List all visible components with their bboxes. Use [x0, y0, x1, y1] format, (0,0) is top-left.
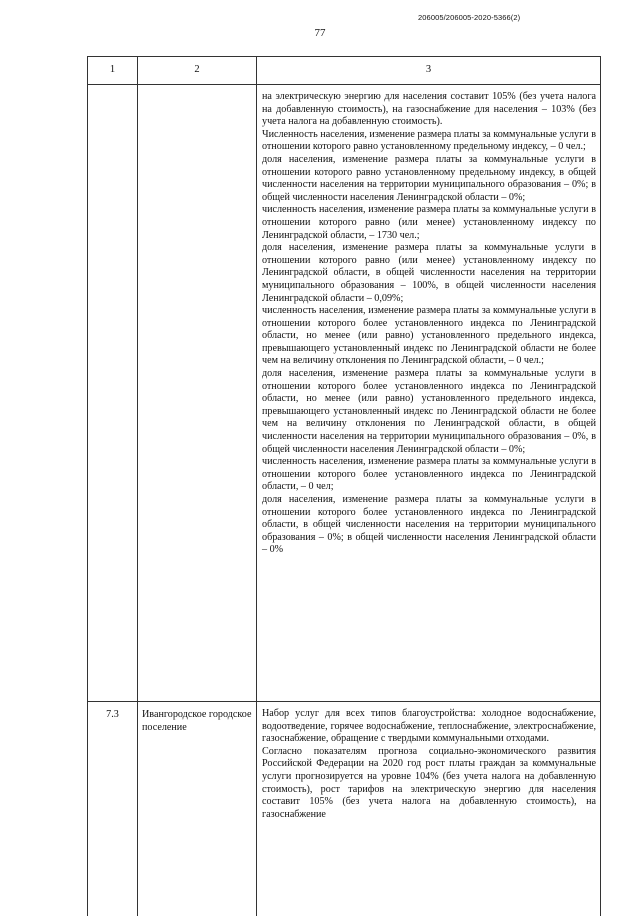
table-row [88, 85, 601, 702]
description-paragraph: численность населения, изменение размера платы за коммунальные услуги в отношении которого равно (или менее) установленному индексу по Ленинградской области, – 1730 чел.; [262, 204, 596, 241]
description-paragraph: Численность населения, изменение размера платы за коммунальные услуги в отношении которого равно установленному предельному индексу, – 0 чел.; [262, 128, 596, 153]
description-paragraph: доля населения, изменение размера платы за коммунальные услуги в отношении которого более установленного индекса по Ленинградской области, но менее (или равно) установленного предельного индекса, превышающего установленный индекс по Ленинградской области не более чем на величину отклонения по Ленинградской области, в общей численности населения на территории муниципального образования – 0%, в общей численности населения Ленинградской области – 0%; [262, 368, 596, 455]
data-table [87, 56, 601, 916]
table-header-row [88, 57, 601, 85]
column-header-3: 3 [257, 57, 601, 85]
document-code: 206005/206005-2020-5366(2) [418, 13, 521, 22]
description-paragraph: численность населения, изменение размера платы за коммунальные услуги в отношении которого более установленного индекса по Ленинградской области, но менее (или равно) установленного предельного индекса, превышающего установленный индекс по Ленинградской области не более чем на величину отклонения по Ленинградской области, – 0 чел.; [262, 305, 596, 367]
settlement-name: Ивангородское городское поселение [138, 702, 257, 916]
description-paragraph: доля населения, изменение размера платы за коммунальные услуги в отношении которого равно установленному предельному индексу, в общей численности населения на территории муниципального образования – 0%; в общей численности населения Ленинградской области – 0%; [262, 153, 596, 203]
description-paragraph: доля населения, изменение размера платы за коммунальные услуги в отношении которого более установленного индекса по Ленинградской области, в общей численности населения на территории муниципального образования – 0%; в общей численности населения Ленинградской области – 0% [262, 494, 596, 556]
row-number: 7.3 [88, 702, 138, 916]
description-paragraph: доля населения, изменение размера платы за коммунальные услуги в отношении которого равно (или менее) установленному индексу по Ленинградской области, в общей численности населения на территории муниципального образования – 100%, в общей численности населения Ленинградской области – 0,09%; [262, 242, 596, 304]
table-row [88, 702, 601, 916]
column-header-1: 1 [88, 57, 138, 85]
description-paragraph: на электрическую энергию для населения составит 105% (без учета налога на добавленную стоимость), на газоснабжение для населения – 103% (без учета налога на добавленную стоимость). [262, 91, 596, 128]
row-number [88, 85, 138, 702]
column-header-2: 2 [138, 57, 257, 85]
description-cell [257, 702, 601, 916]
settlement-name [138, 85, 257, 702]
description-cell [257, 85, 601, 702]
description-paragraph: численность населения, изменение размера платы за коммунальные услуги в отношении которого более установленного индекса по Ленинградской области, – 0 чел; [262, 456, 596, 493]
description-paragraph: Согласно показателям прогноза социально-экономического развития Российской Федерации на 2020 год рост платы граждан за коммунальные услуги прогнозируется на уровне 104% (без учета налога на добавленную стоимость), рост тарифов на электрическую энергию для населения составит 105% (без учета налога на добавленную стоимость), на газоснабжение [262, 745, 596, 820]
page-number: 77 [314, 27, 326, 39]
description-paragraph: Набор услуг для всех типов благоустройства: холодное водоснабжение, водоотведение, горячее водоснабжение, теплоснабжение, электроснабжение, газоснабжение, обращение с твердыми коммунальными отходами. [262, 708, 596, 745]
